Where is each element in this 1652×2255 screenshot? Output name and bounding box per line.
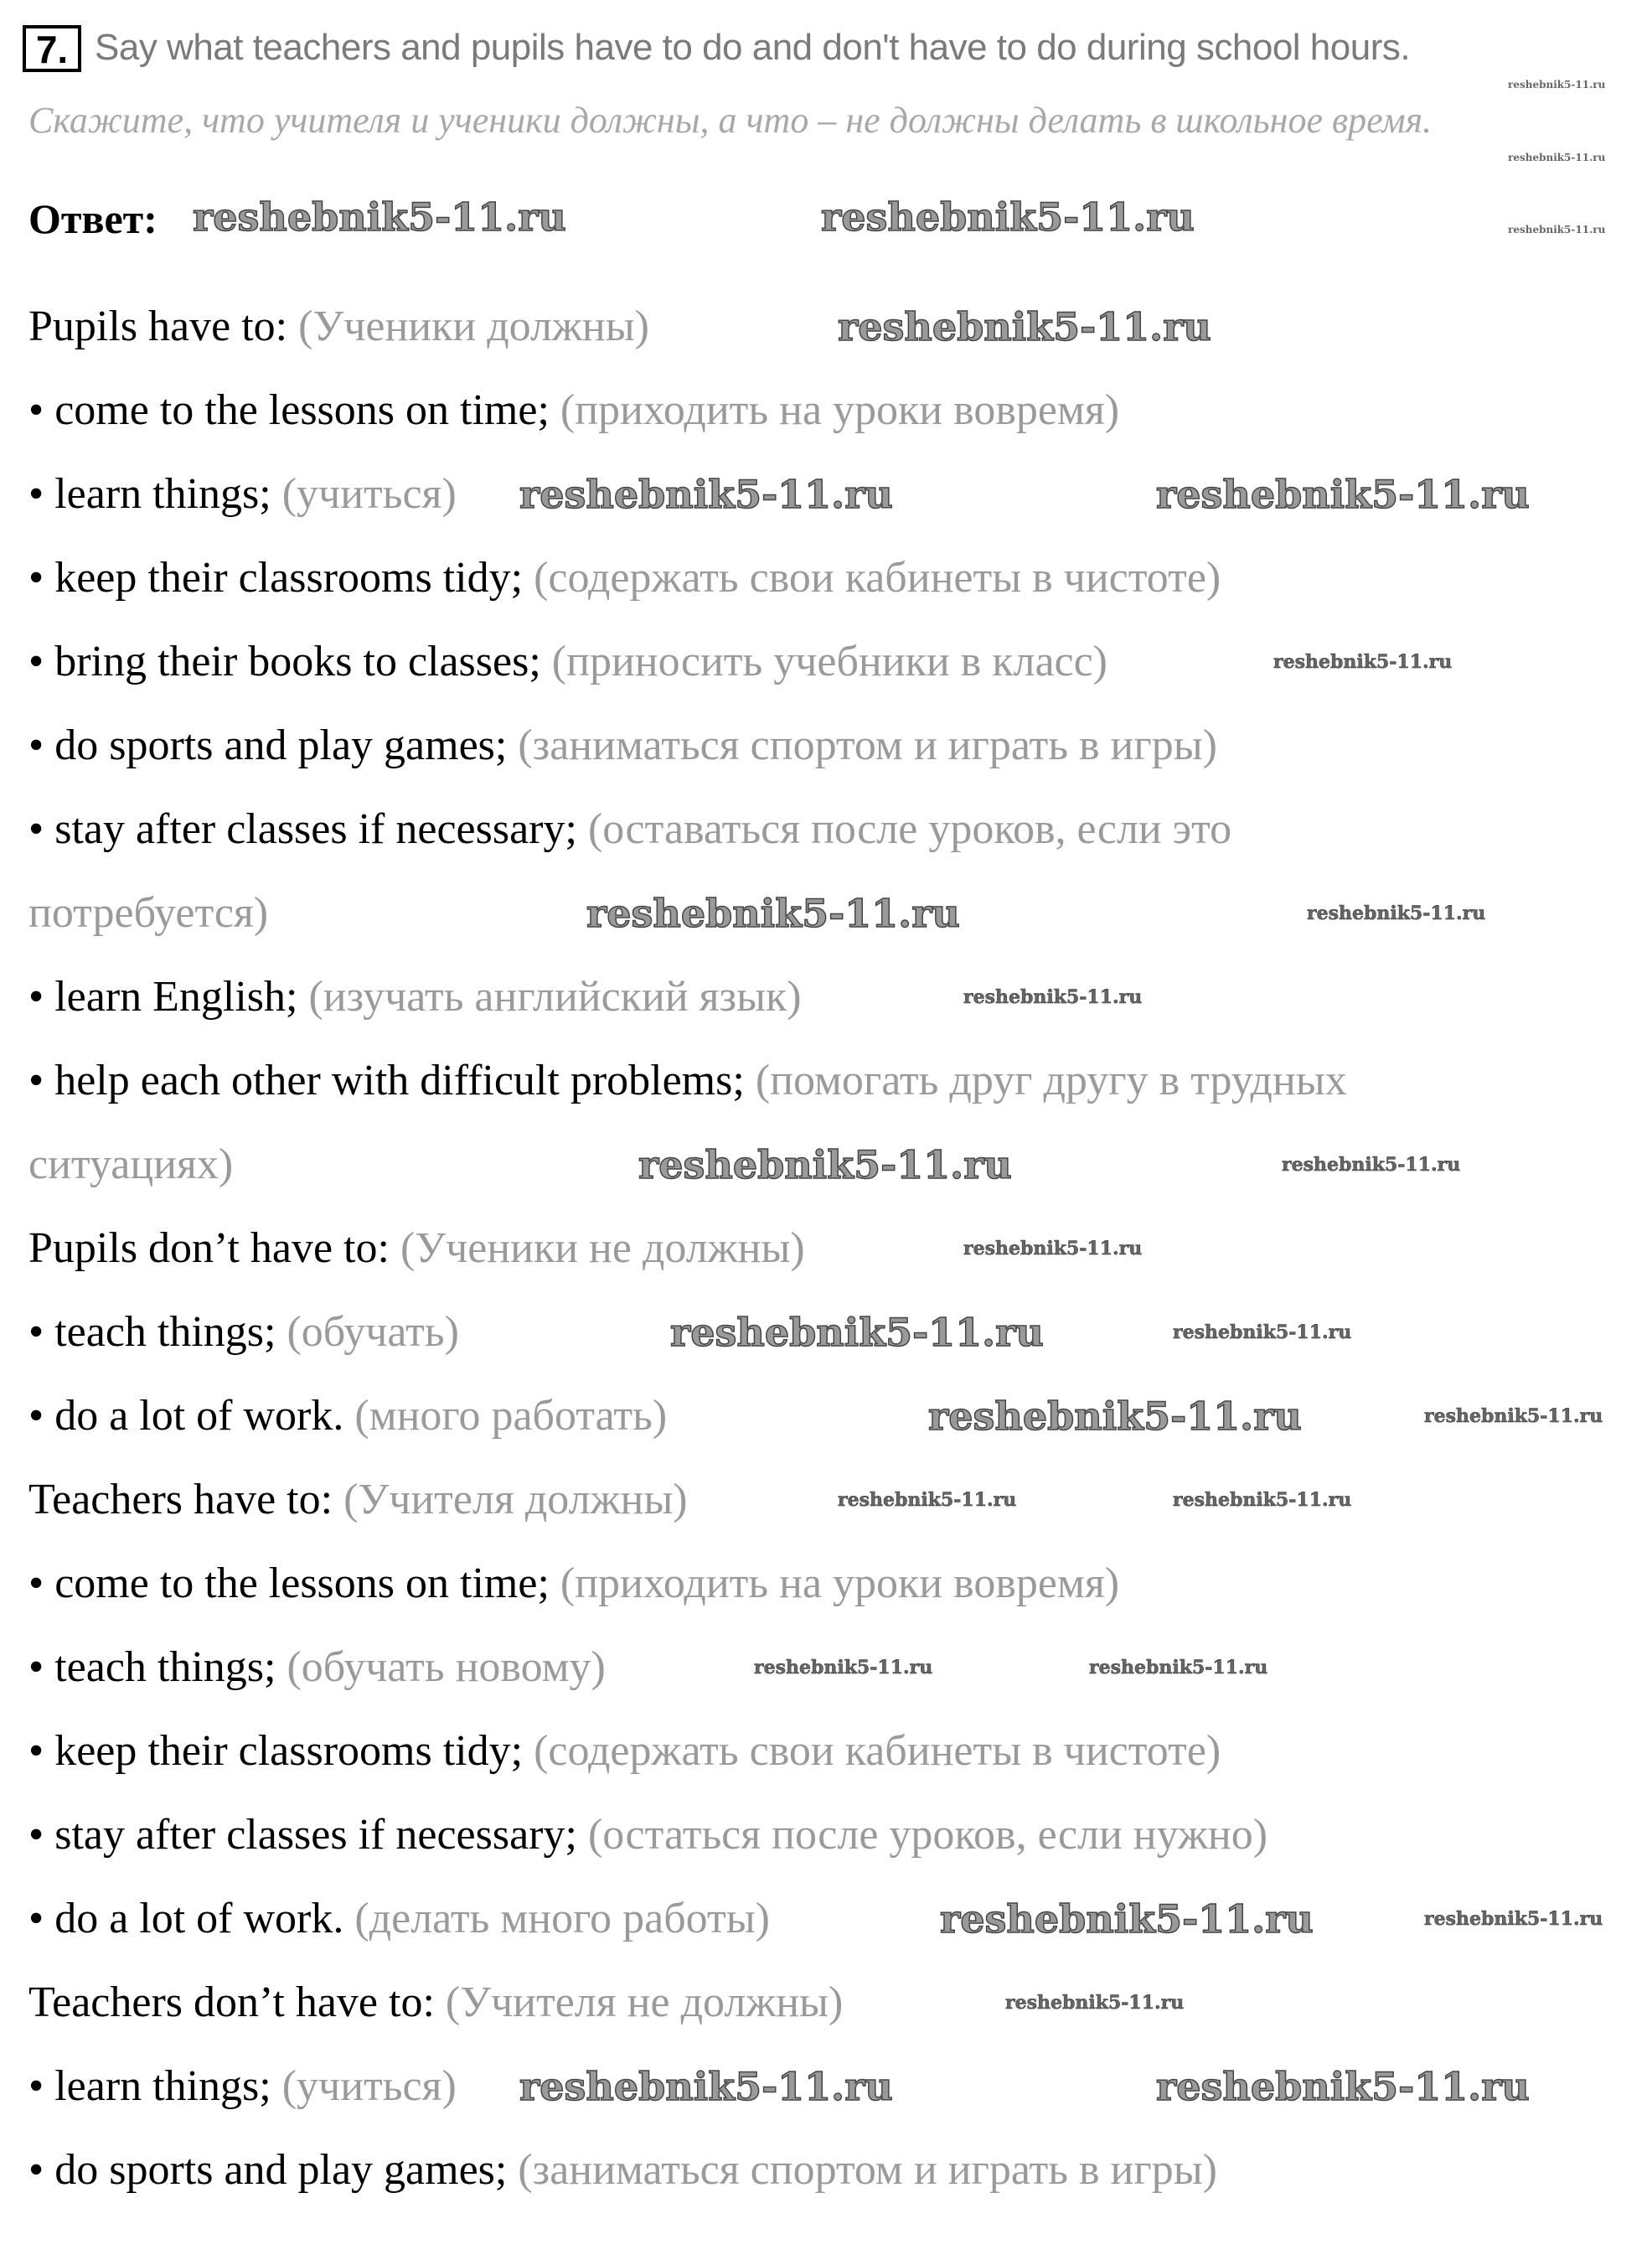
watermark-text: reshebnik5-11.ru (193, 194, 566, 240)
english-text: • stay after classes if necessary; (28, 805, 588, 853)
task-title-translation: Скажите, что учителя и ученики должны, а что – не должны делать в школьное время. (28, 100, 1433, 141)
list-item (28, 1709, 1347, 1793)
russian-translation: (Учителя должны) (343, 1476, 688, 1523)
english-text: Pupils don’t have to: (28, 1224, 400, 1272)
english-text: • do sports and play games; (28, 721, 519, 769)
list-item (28, 369, 1347, 453)
list-item (28, 704, 1347, 788)
watermark-text: reshebnik5-11.ru (928, 1394, 1302, 1439)
list-item (28, 1793, 1347, 1877)
task-title: Say what teachers and pupils have to do and don't have to do during school hours. (95, 27, 1411, 68)
watermark-text: reshebnik5-11.ru (754, 1657, 933, 1678)
english-text: • help each other with difficult problems; (28, 1057, 756, 1104)
list-item (28, 1542, 1347, 1626)
english-text: • keep their classrooms tidy; (28, 1727, 534, 1775)
russian-translation: (содержать свои кабинеты в чистоте) (534, 1727, 1221, 1775)
russian-translation: (учиться) (281, 470, 457, 518)
english-text: • teach things; (28, 1643, 287, 1691)
russian-translation: (приходить на уроки вовремя) (560, 386, 1120, 434)
watermark-text: reshebnik5-11.ru (838, 1489, 1017, 1511)
watermark-text: reshebnik5-11.ru (638, 1142, 1012, 1187)
russian-translation: (делать много работы) (354, 1895, 770, 1942)
section-heading (28, 1207, 1347, 1290)
watermark-text: reshebnik5-11.ru (1273, 651, 1453, 673)
list-item (28, 2128, 1347, 2212)
english-text: Teachers don’t have to: (28, 1978, 446, 2026)
watermark-text: reshebnik5-11.ru (586, 891, 960, 936)
watermark-text: reshebnik5-11.ru (940, 1896, 1314, 1942)
watermark-text: reshebnik5-11.ru (670, 1310, 1044, 1355)
watermark-text: reshebnik5-11.ru (821, 194, 1195, 240)
watermark-text: reshebnik5-11.ru (1307, 903, 1486, 924)
list-item (28, 620, 1347, 704)
watermark-text: reshebnik5-11.ru (838, 304, 1211, 349)
watermark-text: reshebnik5-11.ru (1424, 1908, 1603, 1930)
watermark-text: reshebnik5-11.ru (1508, 79, 1606, 91)
english-text: • do a lot of work. (28, 1895, 355, 1942)
russian-translation: (помогать друг другу в трудных (755, 1057, 1347, 1104)
russian-translation: (приходить на уроки вовремя) (560, 1559, 1120, 1607)
english-text: • do sports and play games; (28, 2146, 519, 2194)
russian-translation: (оставаться после уроков, если это (587, 805, 1232, 853)
english-text: • learn things; (28, 470, 282, 518)
watermark-text: reshebnik5-11.ru (1508, 224, 1606, 235)
task-number: 7. (23, 25, 81, 72)
list-item (28, 955, 1347, 1039)
watermark-text: reshebnik5-11.ru (1156, 2064, 1530, 2109)
english-text: • keep their classrooms tidy; (28, 554, 534, 602)
english-text: • come to the lessons on time; (28, 386, 560, 434)
russian-translation: (Ученики не должны) (400, 1224, 805, 1272)
list-item (28, 1039, 1347, 1123)
russian-translation: (Учителя не должны) (445, 1978, 844, 2026)
watermark-text: reshebnik5-11.ru (1173, 1321, 1352, 1343)
english-text: • teach things; (28, 1308, 287, 1356)
watermark-text: reshebnik5-11.ru (519, 472, 893, 517)
english-text: Teachers have to: (28, 1476, 344, 1523)
russian-translation: (много работать) (354, 1392, 668, 1440)
answer-label: Ответ: (28, 195, 157, 242)
watermark-text: reshebnik5-11.ru (963, 986, 1143, 1008)
watermark-text: reshebnik5-11.ru (1282, 1154, 1461, 1176)
watermark-text: reshebnik5-11.ru (1173, 1489, 1352, 1511)
russian-translation: потребуется) (28, 889, 269, 937)
english-text: Pupils have to: (28, 303, 299, 350)
russian-translation: (учиться) (281, 2062, 457, 2110)
watermark-text: reshebnik5-11.ru (963, 1238, 1143, 1259)
section-heading (28, 1458, 1347, 1542)
russian-translation: (обучать) (287, 1308, 459, 1356)
russian-translation: (Ученики должны) (298, 303, 649, 350)
russian-translation: (обучать новому) (287, 1643, 606, 1691)
russian-translation: (содержать свои кабинеты в чистоте) (534, 554, 1221, 602)
russian-translation: (заниматься спортом и играть в игры) (518, 2146, 1217, 2194)
watermark-text: reshebnik5-11.ru (1156, 472, 1530, 517)
english-text: • come to the lessons on time; (28, 1559, 560, 1607)
list-item (28, 788, 1347, 871)
russian-translation: ситуациях) (28, 1140, 234, 1188)
list-item (28, 536, 1347, 620)
russian-translation: (изучать английский язык) (308, 973, 802, 1021)
english-text: • learn things; (28, 2062, 282, 2110)
watermark-text: reshebnik5-11.ru (1089, 1657, 1268, 1678)
watermark-text: reshebnik5-11.ru (519, 2064, 893, 2109)
russian-translation: (приносить учебники в класс) (551, 638, 1107, 685)
watermark-text: reshebnik5-11.ru (1424, 1405, 1603, 1427)
watermark-text: reshebnik5-11.ru (1508, 152, 1606, 163)
watermark-text: reshebnik5-11.ru (1005, 1992, 1185, 2014)
english-text: • bring their books to classes; (28, 638, 552, 685)
english-text: • do a lot of work. (28, 1392, 355, 1440)
english-text: • learn English; (28, 973, 309, 1021)
russian-translation: (заниматься спортом и играть в игры) (518, 721, 1217, 769)
russian-translation: (остаться после уроков, если нужно) (587, 1811, 1268, 1859)
english-text: • stay after classes if necessary; (28, 1811, 588, 1859)
